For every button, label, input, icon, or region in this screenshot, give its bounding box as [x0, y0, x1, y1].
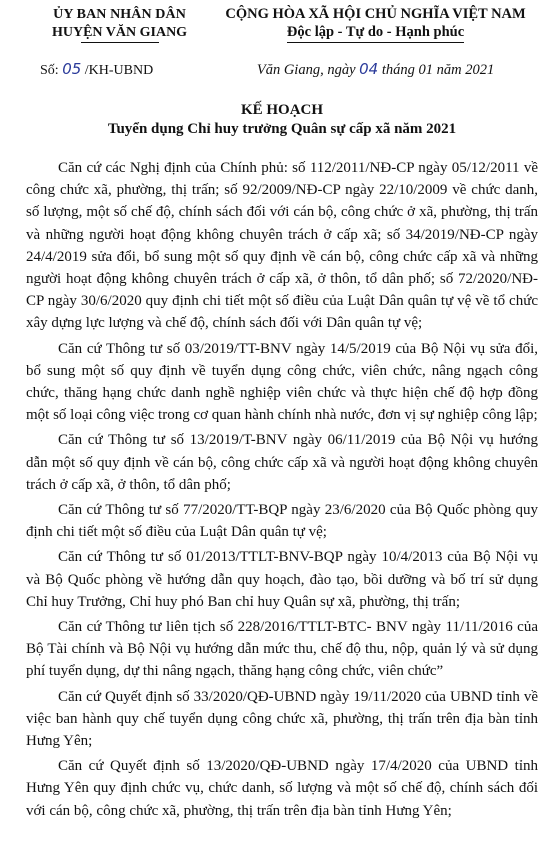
date-suffix: tháng 01 năm 2021 — [381, 62, 495, 78]
document-title-block — [26, 101, 538, 139]
document-heading: KẾ HOẠCH — [240, 102, 324, 118]
agency-line-2: HUYỆN VĂN GIANG — [51, 25, 188, 40]
document-subtitle: Tuyển dụng Chỉ huy trưởng Quân sự cấp xã năm 2021 — [107, 121, 457, 137]
doc-no-prefix: Số: — [40, 63, 59, 78]
document-header — [26, 6, 538, 79]
place-and-date — [213, 60, 538, 79]
issuing-agency-block — [26, 6, 213, 79]
nation-title: CỘNG HÒA XÃ HỘI CHỦ NGHĨA VIỆT NAM — [225, 6, 526, 22]
legal-basis-paragraph: Căn cứ Thông tư liên tịch số 228/2016/TTLT-BTC- BNV ngày 11/11/2016 của Bộ Tài chính và Bộ Nội vụ hướng dẫn mức thu, chế độ thu, nộp, quản lý và sử dụng phí tuyển dụng, dự thi nâng ngạch, thăng hạng công chức, viên chức” — [26, 619, 538, 680]
date-day-handwritten: 04 — [359, 60, 379, 78]
legal-basis-paragraph: Căn cứ Thông tư số 77/2020/TT-BQP ngày 23/6/2020 của Bộ Quốc phòng quy định chi tiết một số điều của Luật Dân quân tự vệ; — [26, 502, 538, 541]
legal-basis-paragraph: Căn cứ Thông tư số 13/2019/T-BNV ngày 06/11/2019 của Bộ Nội vụ hướng dẫn một số quy định về cán bộ, công chức cấp xã và người hoạt động không chuyên trách ở cấp xã, ở thôn, tổ dân phố; — [26, 432, 538, 493]
legal-basis-paragraph: Căn cứ các Nghị định của Chính phủ: số 112/2011/NĐ-CP ngày 05/12/2011 về công chức xã, phường, thị trấn; số 92/2009/NĐ-CP ngày 22/10/2009 về chức danh, số lượng, một số chế độ, chính sách đối với cán bộ, công chức ở xã, phường, thị trấn và những người hoạt động không chuyên trách ở cấp xã; số 34/2019/NĐ-CP ngày 24/4/2019 sửa đổi, bổ sung một số quy định về cán bộ, công chức cấp xã và những người hoạt động không chuyên trách ở cấp xã, ở thôn, tổ dân phố; số 72/2020/NĐ-CP ngày 30/6/2020 quy định chi tiết một số điều của Luật Dân quân tự vệ về tổ chức xây dựng lực lượng và chế độ, chính sách đối với Dân quân tự vệ; — [26, 160, 538, 332]
national-motto: Độc lập - Tự do - Hạnh phúc — [287, 23, 464, 43]
legal-basis-paragraph: Căn cứ Quyết định số 33/2020/QĐ-UBND ngày 19/11/2020 của UBND tỉnh về việc ban hành quy chế tuyển dụng công chức xã, phường, thị trấn trên địa bàn tỉnh Hưng Yên; — [26, 688, 538, 750]
date-prefix: Văn Giang, ngày — [256, 62, 356, 78]
document-body — [26, 157, 538, 822]
agency-line-1: ỦY BAN NHÂN DÂN — [53, 7, 186, 22]
doc-no-handwritten: 05 — [62, 60, 82, 78]
document-number — [26, 60, 213, 79]
legal-basis-paragraph: Căn cứ Thông tư số 03/2019/TT-BNV ngày 14/5/2019 của Bộ Nội vụ sửa đổi, bổ sung một số quy định về tuyển dụng công chức, viên chức, nâng ngạch công chức, thăng hạng chức danh nghề nghiệp viên chức và thực hiện chế độ hợp đồng một số loại công việc trong cơ quan hành chính nhà nước, đơn vị sự nghiệp công lập; — [26, 340, 538, 424]
agency-underline — [81, 42, 159, 43]
legal-basis-paragraph: Căn cứ Thông tư số 01/2013/TTLT-BNV-BQP ngày 10/4/2013 của Bộ Nội vụ và Bộ Quốc phòng về hướng dẫn quy hoạch, đào tạo, bồi dưỡng và bố trí sử dụng Chỉ huy Trưởng, Chỉ huy phó Ban chỉ huy Quân sự xã, phường, thị trấn; — [26, 549, 538, 610]
doc-no-suffix: /KH-UBND — [84, 63, 154, 78]
legal-basis-paragraph: Căn cứ Quyết định số 13/2020/QĐ-UBND ngày 17/4/2020 của UBND tỉnh Hưng Yên quy định chức vụ, chức danh, số lượng và một số chế độ, chính sách đối với cán bộ, công chức xã, phường, thị trấn trên địa bàn tỉnh Hưng Yên; — [26, 758, 538, 819]
national-header-block — [213, 6, 538, 79]
